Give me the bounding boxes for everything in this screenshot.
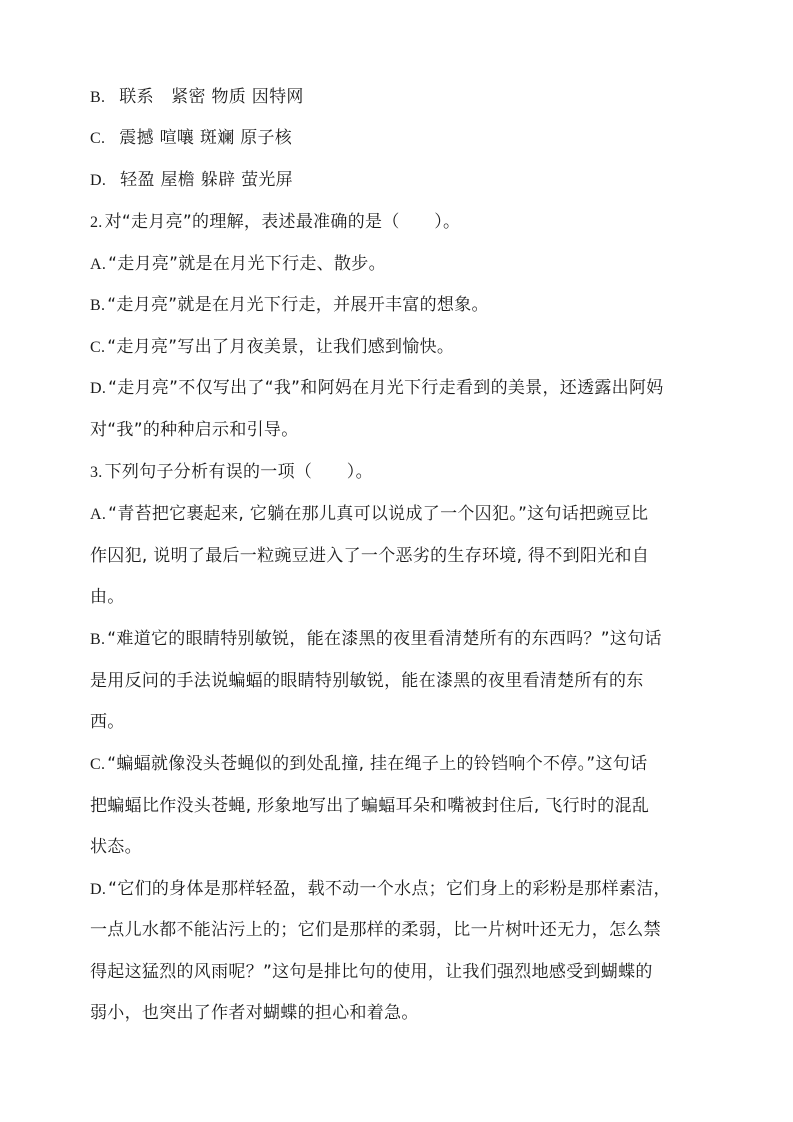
q3-option-a-cont [90,545,649,567]
q3-option-d-cont [90,961,653,983]
question-text: 对“走月亮”的理解，表述最准确的是（ ）。 [104,212,461,232]
q1-option-d [90,169,293,192]
option-text: “走月亮”不仅写出了“我”和阿妈在月光下行走看到的美景，还透露出阿妈 [108,378,664,398]
option-label: C. [90,339,106,356]
option-label: D. [90,172,107,189]
option-label: B. [90,297,106,314]
option-text: 得起这猛烈的风雨呢？”这句是排比句的使用，让我们强烈地感受到蝴蝶的 [90,962,653,982]
option-text: 弱小，也突出了作者对蝴蝶的担心和着急。 [90,1003,419,1023]
option-label: D. [90,380,107,397]
q3-option-d-cont [90,919,661,941]
q3-option-d-cont [90,1002,419,1024]
q3-option-b-cont [90,711,125,733]
option-text: “难道它的眼睛特别敏锐，能在漆黑的夜里看清楚所有的东西吗？”这句话 [107,629,662,649]
q2-option-d [90,377,664,400]
option-text: “走月亮”就是在月光下行走，并展开丰富的想象。 [107,295,489,315]
q3-option-a-cont [90,586,125,608]
question-text: 下列句子分析有误的一项（ ）。 [104,462,373,482]
option-text: 作囚犯, 说明了最后一粒豌豆进入了一个恶劣的生存环境, 得不到阳光和自 [90,546,650,566]
q2-option-c [90,336,454,359]
option-label: D. [90,881,107,898]
q3-option-b-cont [90,670,644,692]
option-text: 是用反问的手法说蝙蝠的眼睛特别敏锐，能在漆黑的夜里看清楚所有的东 [90,671,644,691]
option-text: 轻盈 屋檐 躲辟 萤光屏 [120,170,293,190]
q3-option-b [90,628,662,651]
q1-option-b [90,86,304,109]
option-text: 联系 紧密 物质 因特网 [119,87,304,107]
option-label: A. [90,506,107,523]
q3-option-d [90,878,671,901]
option-text: 一点儿水都不能沾污上的；它们是那样的柔弱，比一片树叶还无力，怎么禁 [90,920,661,940]
q3-stem [90,461,373,484]
option-text: “青苔把它裹起来, 它躺在那儿真可以说成了一个囚犯。”这句话把豌豆比 [108,504,649,524]
option-label: C. [90,130,106,147]
q2-option-d-cont [90,419,299,441]
q3-option-c-cont [90,795,649,817]
question-number: 3. [90,464,103,481]
q2-option-b [90,294,489,317]
option-text: “它们的身体是那样轻盈，载不动一个水点；它们身上的彩粉是那样素洁， [108,879,671,899]
q1-option-c [90,127,292,150]
option-text: 对“我”的种种启示和引导。 [90,420,299,440]
option-text: “走月亮”就是在月光下行走、散步。 [108,254,386,274]
q3-option-c-cont [90,836,142,858]
option-text: 状态。 [90,837,142,857]
option-text: 由。 [90,587,125,607]
option-label: B. [90,89,106,106]
option-text: “蝙蝠就像没头苍蝇似的到处乱撞, 挂在绳子上的铃铛响个不停。”这句话 [107,754,648,774]
q2-stem [90,211,460,234]
option-text: 震撼 喧嚷 斑斓 原子核 [119,128,293,148]
q3-option-c [90,753,647,776]
q2-option-a [90,253,386,276]
q3-option-a [90,503,648,526]
option-label: A. [90,256,107,273]
option-text: 西。 [90,712,125,732]
question-number: 2. [90,214,103,231]
option-label: C. [90,756,106,773]
option-text: “走月亮”写出了月夜美景，让我们感到愉快。 [107,337,455,357]
option-text: 把蝙蝠比作没头苍蝇, 形象地写出了蝙蝠耳朵和嘴被封住后, 飞行时的混乱 [90,796,650,816]
option-label: B. [90,631,106,648]
